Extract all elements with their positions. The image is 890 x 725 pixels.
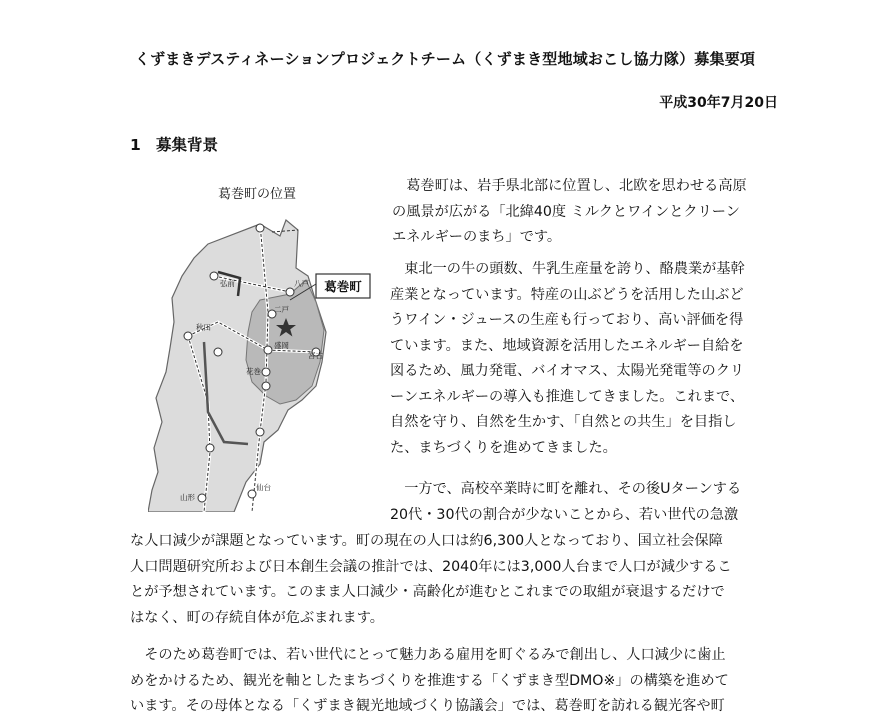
text-line: はなく、町の存続自体が危ぶまれます。 (130, 609, 384, 626)
place-label: 仙台 (256, 483, 271, 492)
text-line: 人口問題研究所および日本創生会議の推計では、2040年には3,000人台まで人口が減少するこ (130, 558, 732, 575)
text-line: 20代・30代の割合が少ないことから、若い世代の急激 (390, 506, 739, 523)
section-heading (130, 133, 218, 155)
text-line: 一方で、高校卒業時に町を離れ、その後Uターンする (390, 481, 742, 497)
place-label: 花巻 (246, 367, 261, 376)
place-label: 盛岡 (274, 341, 289, 350)
text-line: 産業となっています。特産の山ぶどうを活用した山ぶど (390, 286, 744, 303)
paragraph-3 (390, 477, 741, 528)
paragraph-1 (392, 174, 747, 251)
place-label: 山形 (180, 493, 195, 502)
text-line: た、まちづくりを進めてきました。 (390, 439, 617, 456)
section-title: 募集背景 (156, 136, 219, 154)
document-date: 平成30年7月20日 (659, 95, 778, 111)
map-callout-label: 葛巻町 (324, 279, 362, 294)
text-line: エネルギーのまち」です。 (392, 229, 562, 245)
text-line: な人口減少が課題となっています。町の現在の人口は約6,300人となっており、国立社会保障 (130, 533, 723, 549)
paragraph-3-continued (130, 529, 732, 631)
text-line: います。その母体となる「くずまき観光地域づくり協議会」では、葛巻町を訪れる観光客や町 (130, 698, 725, 714)
text-line: ーンエネルギーの導入も推進してきました。これまで、 (390, 388, 745, 405)
location-map (148, 172, 378, 512)
place-label: 秋田 (196, 323, 211, 332)
text-line: めをかけるため、観光を軸としたまちづくりを推進する「くずまき型DMO※」の構築を進めて (130, 672, 729, 689)
text-line: ています。また、地域資源を活用したエネルギー自給を (390, 337, 744, 354)
text-line: とが予想されています。このまま人口減少・高齢化が進むとこれまでの取組が衰退するだけで (130, 584, 725, 600)
text-line: の風景が広がる「北緯40度 ミルクとワインとクリーン (392, 203, 740, 220)
text-line: 葛巻町は、岩手県北部に位置し、北欧を思わせる高原 (392, 178, 747, 194)
section-number: 1 (130, 136, 141, 154)
paragraph-2 (390, 257, 745, 461)
map-caption: 葛巻町の位置 (218, 187, 297, 202)
place-label: 宮古 (308, 351, 323, 360)
text-line: そのため葛巻町では、若い世代にとって魅力ある雇用を町ぐるみで創出し、人口減少に歯止 (130, 647, 726, 663)
place-label: 二戸 (274, 305, 289, 314)
place-label: 弘前 (220, 279, 235, 288)
place-label: 八戸 (294, 279, 309, 288)
document-title: くずまきデスティネーションプロジェクトチーム（くずまき型地域おこし協力隊）募集要項 (134, 50, 756, 68)
text-line: 図るため、風力発電、バイオマス、太陽光発電等のクリ (390, 363, 745, 379)
text-line: 自然を守り、自然を生かす、「自然との共生」を目指し (390, 414, 737, 430)
paragraph-4 (130, 643, 729, 720)
text-line: うワイン・ジュースの生産も行っており、高い評価を得 (390, 312, 744, 328)
text-line: 東北一の牛の頭数、牛乳生産量を誇り、酪農業が基幹 (390, 261, 745, 277)
